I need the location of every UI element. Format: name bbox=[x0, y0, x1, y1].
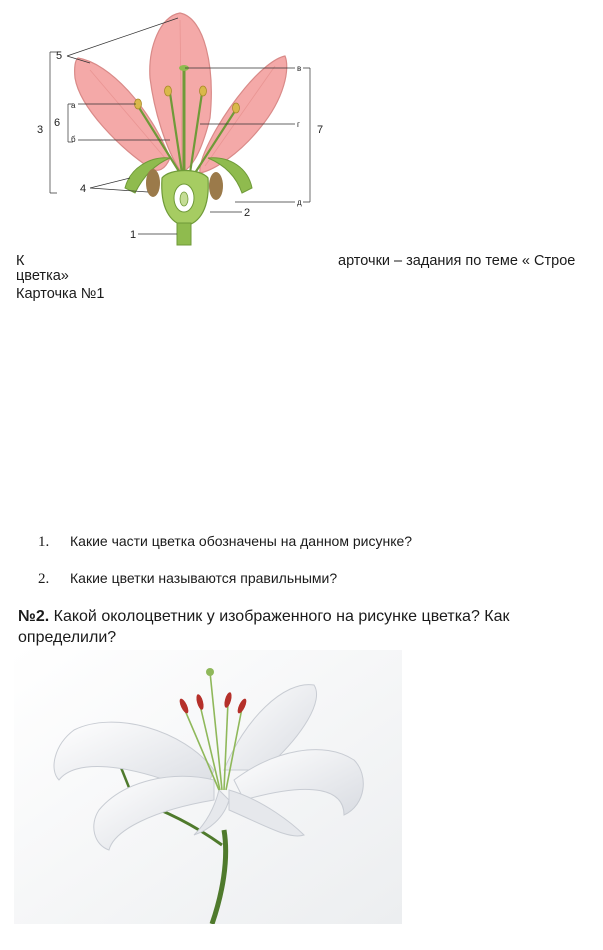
lily-photo bbox=[14, 650, 402, 924]
title-k-letter: К bbox=[16, 253, 25, 269]
label-7: 7 bbox=[317, 124, 324, 136]
label-v: в bbox=[297, 64, 302, 73]
label-2: 2 bbox=[244, 207, 251, 219]
card2-text: Какой околоцветник у изображенного на рисунке цветка? Как определили? bbox=[18, 608, 510, 646]
label-b: б bbox=[71, 135, 76, 144]
card1-heading: Карточка №1 bbox=[16, 286, 105, 302]
label-a: а bbox=[71, 101, 76, 110]
label-3: 3 bbox=[37, 124, 44, 136]
question-number: 1. bbox=[38, 534, 50, 550]
label-g: г bbox=[297, 120, 300, 129]
title-wrap: цветка» bbox=[16, 268, 69, 284]
label-4: 4 bbox=[80, 183, 87, 195]
question-number: 2. bbox=[38, 571, 50, 587]
label-1: 1 bbox=[130, 229, 137, 241]
label-6: 6 bbox=[54, 117, 61, 129]
card2-label: №2. bbox=[18, 608, 50, 625]
question-text: Какие части цветка обозначены на данном рисунке? bbox=[70, 533, 413, 549]
title-text: арточки – задания по теме « Строе bbox=[338, 253, 576, 269]
question-item bbox=[38, 570, 337, 588]
label-5: 5 bbox=[56, 50, 63, 62]
label-d: д bbox=[297, 198, 302, 207]
question-item bbox=[38, 533, 412, 551]
card2-question bbox=[18, 606, 588, 648]
question-text: Какие цветки называются правильными? bbox=[70, 570, 338, 586]
flower-structure-diagram bbox=[30, 8, 330, 258]
